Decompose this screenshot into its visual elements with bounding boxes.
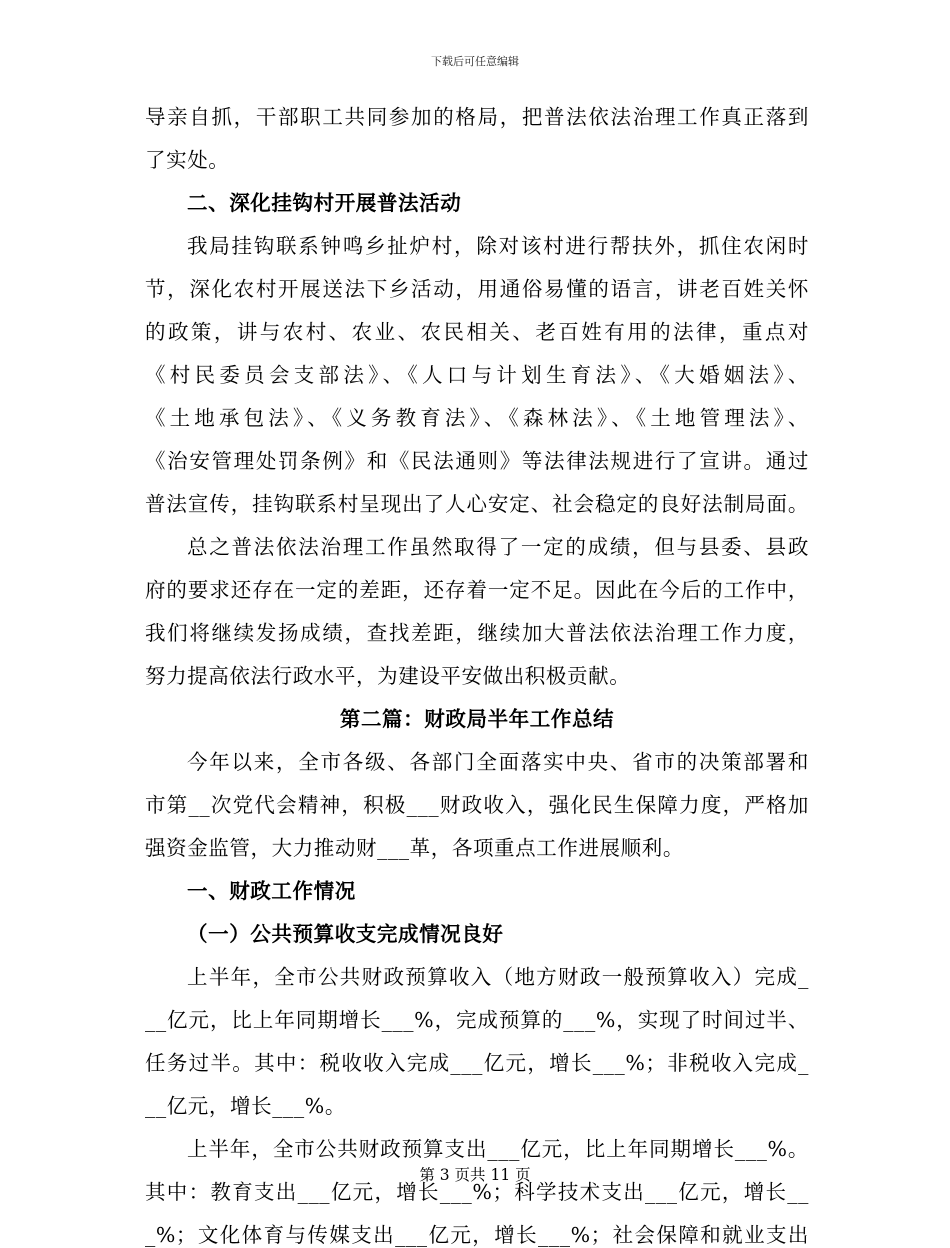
body-text-line: 的政策，讲与农村、农业、农民相关、老百姓有用的法律，重点对 xyxy=(145,320,809,344)
section-heading: 二、深化挂钩村开展普法活动 xyxy=(187,191,462,215)
body-text-line: 上半年，全市公共财政预算收入（地方财政一般预算收入）完成_ xyxy=(187,965,809,989)
body-text-line: 我局挂钩联系钟鸣乡扯炉村，除对该村进行帮扶外，抓住农闲时 xyxy=(187,234,809,258)
page-footer-number: 第 3 页共 11 页 xyxy=(419,1166,531,1184)
body-text-line: 节，深化农村开展送法下乡活动，用通俗易懂的语言，讲老百姓关怀 xyxy=(145,277,809,301)
body-text-line: 《土地承包法》、《义务教育法》、《森林法》、《土地管理法》、 xyxy=(145,406,809,430)
body-text-line: 上半年，全市公共财政预算支出___亿元，比上年同期增长___%。 xyxy=(187,1137,809,1161)
body-text-line: 导亲自抓，干部职工共同参加的格局，把普法依法治理工作真正落到 xyxy=(145,105,809,129)
body-text-line: 其中：教育支出___亿元，增长___%；科学技术支出___亿元，增长__ xyxy=(145,1180,809,1204)
body-text-line: 府的要求还存在一定的差距，还存着一定不足。因此在今后的工作中， xyxy=(145,578,809,602)
body-text-line: 任务过半。其中：税收收入完成___亿元，增长___%；非税收入完成_ xyxy=(145,1051,809,1075)
body-text-line: _%；文化体育与传媒支出___亿元，增长___%；社会保障和就业支出 xyxy=(145,1223,809,1247)
body-text-line: 了实处。 xyxy=(145,148,230,172)
section-heading: 第二篇：财政局半年工作总结 xyxy=(339,707,615,731)
section-heading: （一）公共预算收支完成情况良好 xyxy=(187,922,504,946)
body-text-line: 市第__次党代会精神，积极___财政收入，强化民生保障力度，严格加 xyxy=(145,793,809,817)
body-text-line: 普法宣传，挂钩联系村呈现出了人心安定、社会稳定的良好法制局面。 xyxy=(145,492,809,516)
page-header-note: 下载后可任意编辑 xyxy=(431,55,519,68)
body-text-line: 强资金监管，大力推动财___革，各项重点工作进展顺利。 xyxy=(145,836,684,860)
body-text-line: __亿元，增长___%。 xyxy=(145,1094,346,1118)
body-text-line: 努力提高依法行政水平，为建设平安做出积极贡献。 xyxy=(145,664,631,688)
section-heading: 一、财政工作情况 xyxy=(187,879,356,903)
body-text-line: 我们将继续发扬成绩，查找差距，继续加大普法依法治理工作力度， xyxy=(145,621,809,645)
body-text-line: 《村民委员会支部法》、《人口与计划生育法》、《大婚姻法》、 xyxy=(145,363,809,387)
body-text-line: 《治安管理处罚条例》和《民法通则》等法律法规进行了宣讲。通过 xyxy=(145,449,809,473)
body-text-line: 今年以来，全市各级、各部门全面落实中央、省市的决策部署和 xyxy=(187,750,809,774)
body-text-line: __亿元，比上年同期增长___%，完成预算的___%，实现了时间过半、 xyxy=(145,1008,809,1032)
body-text-line: 总之普法依法治理工作虽然取得了一定的成绩，但与县委、县政 xyxy=(187,535,809,559)
